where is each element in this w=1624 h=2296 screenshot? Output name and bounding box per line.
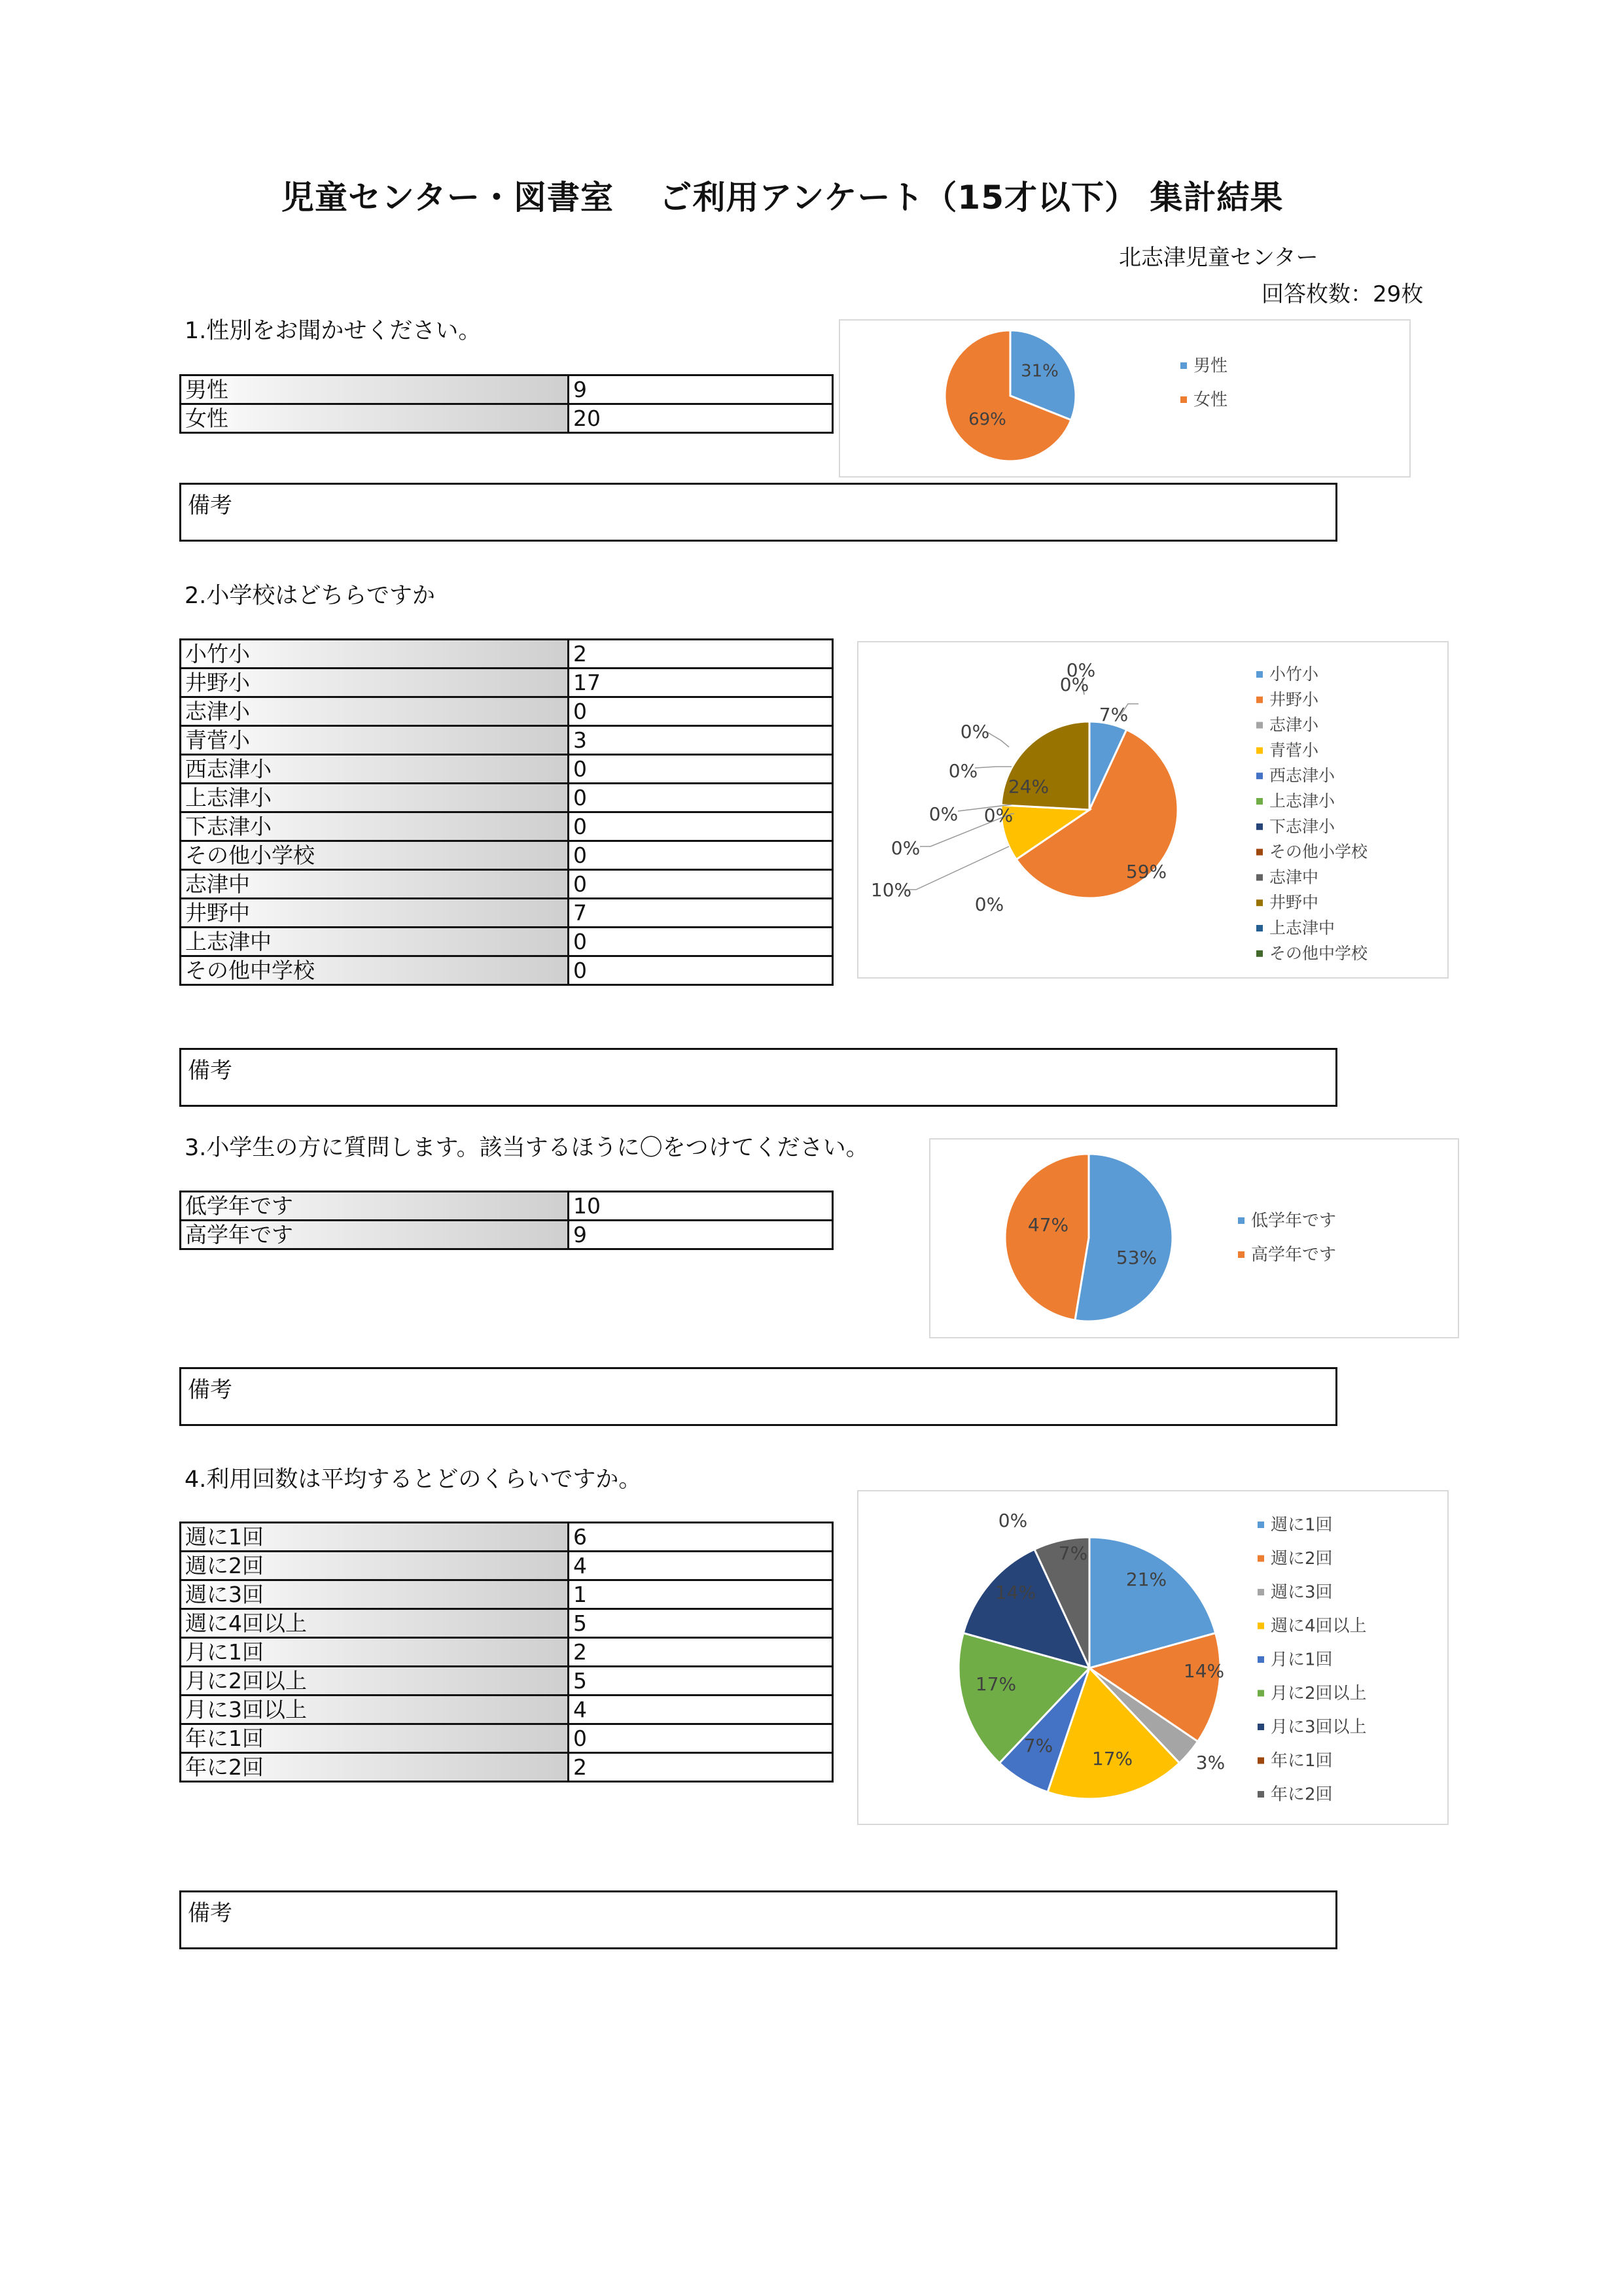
data-label: 0%: [960, 721, 990, 742]
leader-line: [988, 733, 1009, 747]
data-label: 31%: [1021, 361, 1059, 381]
row-value: 0: [569, 956, 833, 985]
table-row: [181, 375, 833, 404]
table-row: [181, 755, 833, 784]
legend-entry: 高学年です: [1251, 1245, 1337, 1265]
legend-swatch: [1258, 1690, 1264, 1697]
data-label: 47%: [1027, 1214, 1069, 1236]
legend-swatch: [1256, 899, 1263, 906]
row-value: 6: [569, 1523, 833, 1552]
legend-entry: 志津小: [1269, 715, 1319, 735]
chart-grade: [929, 1138, 1459, 1338]
data-label: 17%: [975, 1673, 1017, 1695]
table-row: [181, 956, 833, 985]
legend-entry: 西志津小: [1269, 766, 1335, 786]
table-row: [181, 812, 833, 841]
legend-swatch: [1256, 747, 1263, 754]
data-label: 17%: [1091, 1748, 1133, 1769]
row-label: 志津小: [181, 697, 569, 726]
chart-school: [857, 641, 1449, 979]
question-1: 1.性別をお聞かせください。: [185, 318, 482, 344]
table-row: [181, 1724, 833, 1753]
legend-entry: 女性: [1193, 390, 1228, 410]
row-value: 9: [569, 1221, 833, 1249]
row-label: 志津中: [181, 870, 569, 899]
legend-swatch: [1256, 925, 1263, 931]
legend-swatch: [1258, 1589, 1264, 1595]
row-label: 低学年です: [181, 1192, 569, 1221]
legend-swatch: [1256, 874, 1263, 880]
memo-box-1[interactable]: [179, 483, 1337, 542]
table-row: [181, 669, 833, 697]
legend-swatch: [1258, 1724, 1264, 1730]
legend-entry: 井野小: [1269, 689, 1319, 709]
legend-entry: 低学年です: [1251, 1211, 1337, 1231]
legend-swatch: [1258, 1556, 1264, 1562]
legend-swatch: [1258, 1522, 1264, 1528]
chart-frequency: [857, 1490, 1449, 1825]
data-label: 3%: [1195, 1752, 1226, 1773]
table-grade: [179, 1191, 834, 1250]
row-value: 0: [569, 812, 833, 841]
legend-swatch: [1256, 773, 1263, 779]
pie-chart-svg: [858, 1491, 1447, 1824]
row-value: 0: [569, 784, 833, 812]
table-row: [181, 1221, 833, 1249]
table-row: [181, 1667, 833, 1696]
table-frequency: [179, 1522, 834, 1783]
legend-swatch: [1256, 950, 1263, 957]
legend-swatch: [1258, 1623, 1264, 1629]
legend-entry: 月に2回以上: [1271, 1684, 1367, 1703]
row-label: 男性: [181, 375, 569, 404]
row-value: 5: [569, 1609, 833, 1638]
table-row: [181, 784, 833, 812]
row-value: 0: [569, 697, 833, 726]
table-row: [181, 1696, 833, 1724]
legend-entry: その他中学校: [1269, 943, 1368, 963]
row-value: 0: [569, 1724, 833, 1753]
legend-swatch: [1256, 722, 1263, 729]
table-row: [181, 1192, 833, 1221]
legend-entry: 年に1回: [1271, 1751, 1333, 1771]
data-label: 0%: [1059, 674, 1089, 695]
row-label: 週に4回以上: [181, 1609, 569, 1638]
row-value: 20: [569, 404, 833, 433]
row-value: 10: [569, 1192, 833, 1221]
chart-gender: [839, 319, 1411, 478]
table-row: [181, 404, 833, 433]
legend-entry: 月に3回以上: [1271, 1717, 1367, 1737]
row-value: 2: [569, 640, 833, 669]
row-value: 17: [569, 669, 833, 697]
pie-chart-svg: [930, 1139, 1458, 1337]
row-label: その他中学校: [181, 956, 569, 985]
legend-entry: 上志津中: [1269, 918, 1335, 937]
row-label: 年に2回: [181, 1753, 569, 1782]
row-label: 週に1回: [181, 1523, 569, 1552]
legend-entry: 志津中: [1269, 867, 1319, 887]
table-row: [181, 1552, 833, 1580]
organization-name: 北志津児童センター: [1119, 245, 1318, 271]
data-label: 24%: [1008, 776, 1050, 797]
row-value: 9: [569, 375, 833, 404]
data-label: 0%: [928, 803, 959, 825]
data-label: 0%: [998, 1510, 1028, 1531]
legend-swatch: [1256, 697, 1263, 703]
table-row: [181, 928, 833, 956]
row-value: 7: [569, 899, 833, 928]
response-count: 回答枚数：29枚: [1262, 281, 1424, 307]
table-gender: [179, 374, 834, 434]
row-label: 上志津中: [181, 928, 569, 956]
row-value: 5: [569, 1667, 833, 1696]
page-title: 児童センター・図書室 ご利用アンケート（15才以下） 集計結果: [281, 179, 1284, 217]
data-label: 69%: [968, 409, 1006, 430]
row-value: 4: [569, 1696, 833, 1724]
row-value: 3: [569, 726, 833, 755]
table-row: [181, 841, 833, 870]
legend-entry: その他小学校: [1269, 842, 1368, 861]
table-row: [181, 1523, 833, 1552]
legend-entry: 週に3回: [1271, 1582, 1333, 1603]
legend-entry: 男性: [1193, 356, 1228, 376]
row-label: 西志津小: [181, 755, 569, 784]
data-label: 14%: [1183, 1660, 1225, 1682]
row-label: 女性: [181, 404, 569, 433]
row-label: 月に3回以上: [181, 1696, 569, 1724]
memo-box-2[interactable]: [179, 1048, 1337, 1107]
legend-entry: 下志津小: [1269, 816, 1335, 836]
data-label: 7%: [1099, 704, 1129, 725]
legend-swatch: [1256, 824, 1263, 830]
table-row: [181, 1638, 833, 1667]
row-label: 井野小: [181, 669, 569, 697]
row-value: 0: [569, 928, 833, 956]
legend-entry: 小竹小: [1269, 665, 1319, 684]
row-label: 小竹小: [181, 640, 569, 669]
data-label: 14%: [995, 1582, 1036, 1603]
row-label: 上志津小: [181, 784, 569, 812]
legend-swatch: [1180, 396, 1187, 403]
row-label: その他小学校: [181, 841, 569, 870]
row-label: 青菅小: [181, 726, 569, 755]
legend-swatch: [1256, 849, 1263, 856]
row-label: 井野中: [181, 899, 569, 928]
data-label: 0%: [974, 894, 1004, 915]
row-label: 月に1回: [181, 1638, 569, 1667]
legend-swatch: [1256, 798, 1263, 805]
legend-swatch: [1238, 1251, 1244, 1258]
data-label: 53%: [1116, 1247, 1157, 1268]
legend-swatch: [1256, 671, 1263, 678]
legend-entry: 年に2回: [1271, 1784, 1333, 1805]
data-label: 21%: [1125, 1569, 1167, 1590]
row-value: 0: [569, 755, 833, 784]
row-label: 週に2回: [181, 1552, 569, 1580]
memo-box-4[interactable]: [179, 1890, 1337, 1949]
row-value: 1: [569, 1580, 833, 1609]
row-value: 4: [569, 1552, 833, 1580]
table-row: [181, 899, 833, 928]
row-value: 2: [569, 1753, 833, 1782]
legend-swatch: [1238, 1217, 1244, 1224]
legend-swatch: [1258, 1656, 1264, 1663]
legend-entry: 週に4回以上: [1271, 1616, 1367, 1636]
memo-label: 備考: [188, 1900, 232, 1926]
memo-label: 備考: [188, 1058, 232, 1084]
pie-chart-svg: [840, 321, 1409, 476]
row-label: 年に1回: [181, 1724, 569, 1753]
leader-line: [975, 767, 1012, 768]
row-label: 下志津小: [181, 812, 569, 841]
legend-swatch: [1258, 1791, 1264, 1798]
legend-entry: 月に1回: [1271, 1650, 1333, 1670]
data-label: 0%: [983, 805, 1014, 826]
memo-box-3[interactable]: [179, 1367, 1337, 1426]
row-value: 2: [569, 1638, 833, 1667]
legend-entry: 青菅小: [1269, 740, 1319, 760]
legend-entry: 週に2回: [1271, 1549, 1333, 1569]
table-school: [179, 638, 834, 986]
data-label: 7%: [1058, 1542, 1088, 1564]
table-row: [181, 1580, 833, 1609]
table-row: [181, 726, 833, 755]
row-value: 0: [569, 841, 833, 870]
table-row: [181, 1753, 833, 1782]
table-row: [181, 870, 833, 899]
data-label: 0%: [891, 837, 921, 859]
data-label: 59%: [1125, 861, 1167, 882]
data-label: 0%: [1066, 659, 1096, 681]
memo-label: 備考: [188, 493, 232, 519]
legend-swatch: [1180, 362, 1187, 369]
table-row: [181, 1609, 833, 1638]
data-label: 10%: [870, 879, 912, 901]
question-2: 2.小学校はどちらですか: [185, 583, 436, 609]
table-row: [181, 640, 833, 669]
pie-chart-svg: [858, 642, 1447, 977]
question-4: 4.利用回数は平均するとどのくらいですか。: [185, 1467, 642, 1493]
question-3: 3.小学生の方に質問します。該当するほうに〇をつけてください。: [185, 1135, 869, 1161]
legend-swatch: [1258, 1758, 1264, 1764]
memo-label: 備考: [188, 1377, 232, 1403]
data-label: 7%: [1023, 1735, 1053, 1756]
legend-entry: 井野中: [1269, 893, 1319, 913]
data-label: 0%: [948, 760, 978, 782]
row-label: 高学年です: [181, 1221, 569, 1249]
pie-slice: [1005, 1154, 1089, 1320]
row-value: 0: [569, 870, 833, 899]
table-row: [181, 697, 833, 726]
legend-entry: 上志津小: [1269, 791, 1335, 810]
row-label: 月に2回以上: [181, 1667, 569, 1696]
row-label: 週に3回: [181, 1580, 569, 1609]
legend-entry: 週に1回: [1271, 1515, 1333, 1535]
